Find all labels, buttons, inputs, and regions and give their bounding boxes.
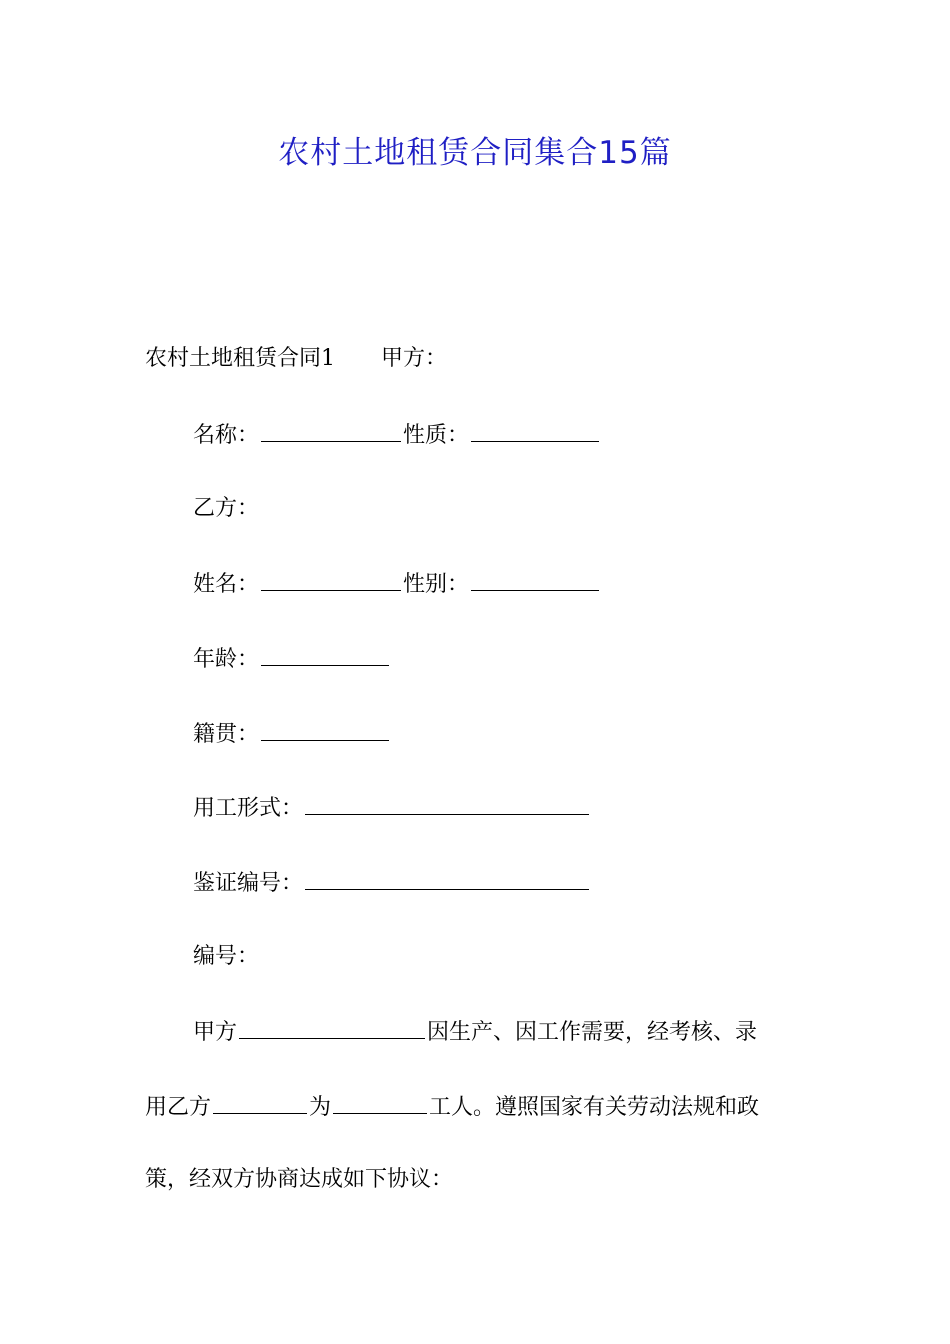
employment-form-line bbox=[193, 792, 591, 824]
hometown-blank bbox=[261, 718, 389, 741]
contract-number-label: 农村土地租赁合同1 bbox=[145, 346, 335, 371]
employment-form-blank bbox=[305, 792, 589, 815]
party-a-label: 甲方： bbox=[381, 346, 448, 371]
fullname-label: 姓名： bbox=[193, 572, 260, 597]
body-line-1 bbox=[193, 1016, 757, 1048]
body-text-2: 工人。遵照国家有关劳动法规和政 bbox=[429, 1095, 760, 1120]
party-b-label: 乙方： bbox=[193, 496, 260, 521]
party-a-blank bbox=[239, 1016, 425, 1039]
age-line bbox=[193, 643, 391, 675]
verification-number-blank bbox=[305, 867, 589, 890]
fullname-blank bbox=[261, 568, 401, 591]
age-blank bbox=[261, 643, 389, 666]
hometown-line bbox=[193, 718, 391, 750]
verification-number-label: 鉴证编号： bbox=[193, 871, 304, 896]
number-label: 编号： bbox=[193, 944, 260, 969]
name-label: 名称： bbox=[193, 423, 260, 448]
gender-label: 性别： bbox=[403, 572, 470, 597]
employment-form-label: 用工形式： bbox=[193, 796, 304, 821]
number-line bbox=[193, 942, 259, 972]
hometown-label: 籍贯： bbox=[193, 722, 260, 747]
body-text-1: 因生产、因工作需要，经考核、录 bbox=[427, 1020, 758, 1045]
document-title: 农村土地租赁合同集合15篇 bbox=[278, 135, 672, 171]
age-label: 年龄： bbox=[193, 647, 260, 672]
body-text-3: 策，经双方协商达成如下协议： bbox=[145, 1167, 454, 1192]
worker-type-blank bbox=[333, 1091, 427, 1114]
verification-number-line bbox=[193, 867, 591, 899]
party-b-line bbox=[193, 494, 259, 524]
body-line-2 bbox=[145, 1091, 759, 1123]
body-line-3 bbox=[145, 1165, 453, 1195]
name-nature-line bbox=[193, 419, 601, 451]
body-as: 为 bbox=[309, 1095, 332, 1120]
contract-heading-line bbox=[145, 344, 447, 374]
body-hire-party-b: 用乙方 bbox=[145, 1095, 212, 1120]
fullname-gender-line bbox=[193, 568, 601, 600]
party-b-blank bbox=[213, 1091, 307, 1114]
gender-blank bbox=[471, 568, 599, 591]
body-party-a: 甲方 bbox=[193, 1020, 238, 1045]
nature-label: 性质： bbox=[403, 423, 470, 448]
name-blank bbox=[261, 419, 401, 442]
nature-blank bbox=[471, 419, 599, 442]
